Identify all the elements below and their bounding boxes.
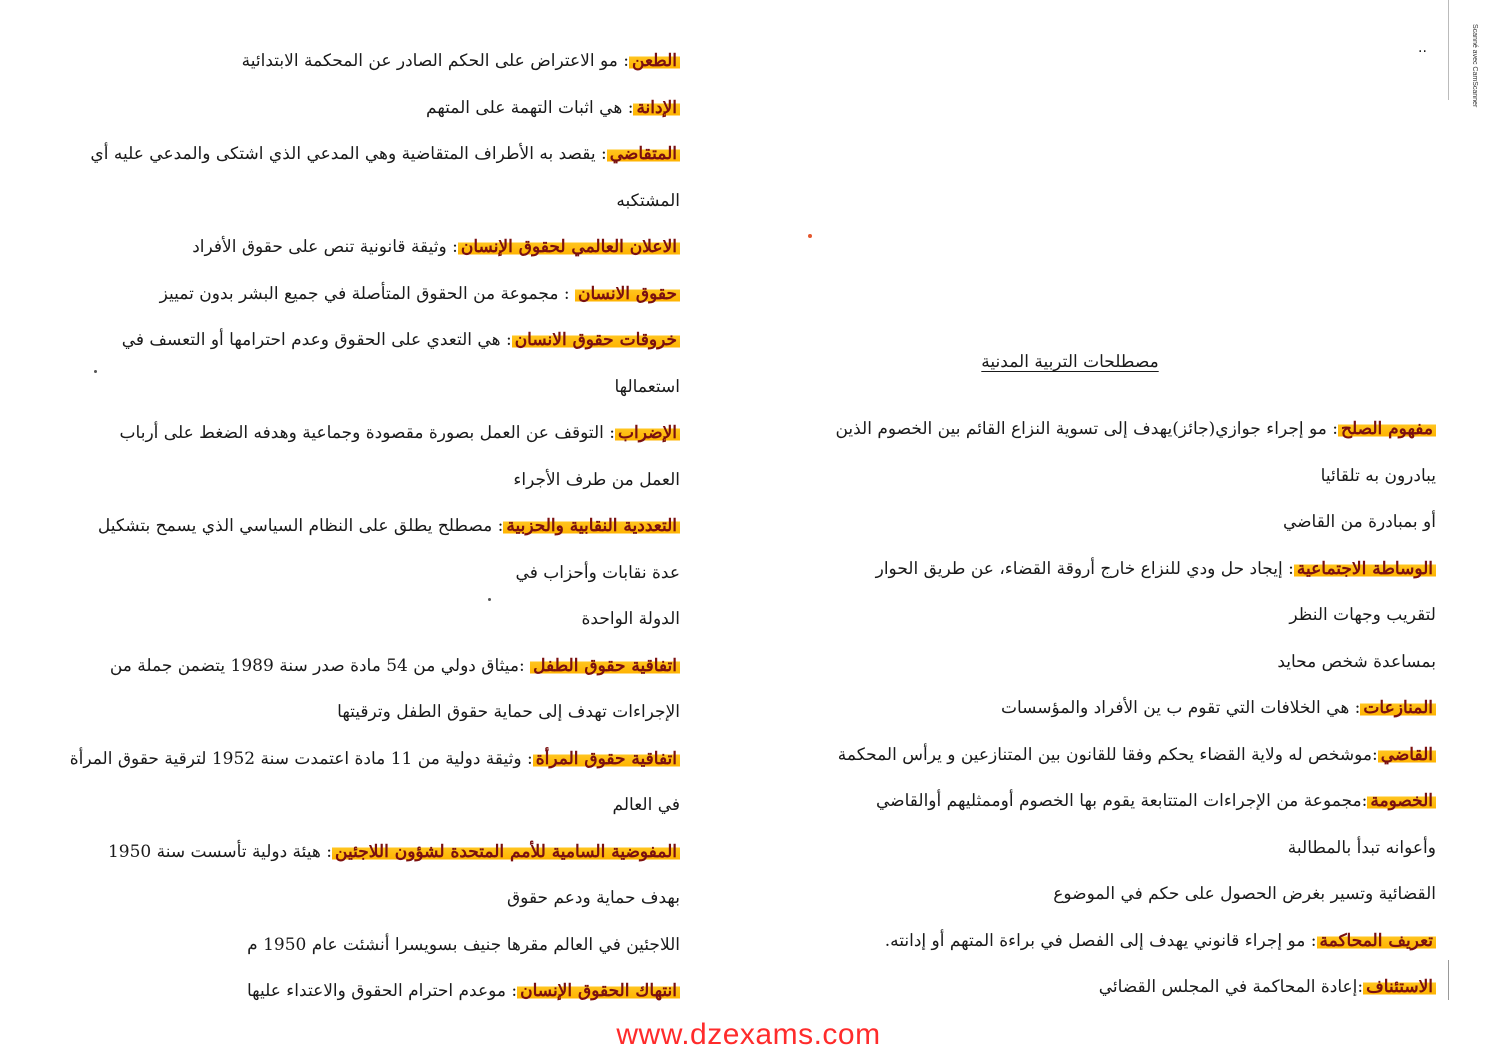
highlighted-term: القاضي <box>1378 745 1436 765</box>
definition-line <box>8 879 680 926</box>
definition-line <box>8 600 680 647</box>
highlighted-term: الخصومة <box>1367 791 1436 811</box>
definition-text: : موعدم احترام الحقوق والاعتداء عليها <box>246 981 518 1001</box>
scanner-label: Scanné avec CamScanner <box>1471 24 1478 108</box>
definition-text: اللاجئين في العالم مقرها جنيف بسويسرا أنشئت عام 1950 م <box>247 934 680 955</box>
definition-text: لتقريب وجهات النظر <box>1289 605 1436 625</box>
highlighted-term: خروقات حقوق الانسان <box>512 330 680 350</box>
definition-line <box>740 596 1436 643</box>
definition-line <box>740 782 1436 829</box>
definition-text: :ميثاق دولي من 54 مادة صدر سنة 1989 يتضمن جملة من <box>109 655 531 676</box>
definition-text: بهدف حماية ودعم حقوق <box>506 888 680 908</box>
definition-text: :مجموعة من الإجراءات المتتابعة يقوم بها الخصوم أوممثليهم أوالقاضي <box>876 791 1368 811</box>
definition-text: الدولة الواحدة <box>581 609 680 629</box>
ink-speck <box>94 370 97 373</box>
highlighted-term: الاستئناف <box>1363 977 1436 997</box>
ink-speck <box>808 234 812 238</box>
definition-text: الإجراءات تهدف إلى حماية حقوق الطفل وترقيتها <box>337 702 680 722</box>
highlighted-term: انتهاك الحقوق الإنسان <box>517 981 680 1001</box>
definition-line <box>740 736 1436 783</box>
highlighted-term: الطعن <box>629 51 680 71</box>
definition-line <box>8 275 680 322</box>
highlighted-term: الإدانة <box>633 98 680 118</box>
definition-text: وأعوانه تبدأ بالمطالبة <box>1287 837 1436 858</box>
definition-line <box>8 972 680 1019</box>
definition-text: في العالم <box>612 795 680 815</box>
highlighted-term: الاعلان العالمي لحقوق الإنسان <box>458 237 680 257</box>
definition-line <box>740 550 1436 597</box>
highlighted-term: حقوق الانسان <box>575 284 680 304</box>
highlighted-term: الإضراب <box>615 423 680 443</box>
header-mark: .. <box>1418 40 1427 56</box>
definition-text: :موشخص له ولاية القضاء يحكم وفقا للقانون بين المتنازعين و يرأس المحكمة <box>837 744 1378 765</box>
definition-text: العمل من طرف الأجراء <box>513 469 680 490</box>
definition-line <box>740 457 1436 504</box>
definition-text: : مصطلح يطلق على النظام السياسي الذي يسمح بتشكيل <box>97 516 504 536</box>
definition-line <box>8 926 680 973</box>
definition-text: : إيجاد حل ودي للنزاع خارج أروقة القضاء، عن طريق الحوار <box>875 558 1294 579</box>
definition-text: : مو الاعتراض على الحكم الصادر عن المحكمة الابتدائية <box>241 51 629 71</box>
definition-text: : هي الخلافات التي تقوم ب ين الأفراد والمؤسسات <box>1000 698 1361 718</box>
definition-text: استعمالها <box>614 376 680 397</box>
definition-text: : مو إجراء جوازي(جائز)يهدف إلى تسوية النزاع القائم بين الخصوم الذين <box>835 419 1338 439</box>
definition-line <box>740 643 1436 690</box>
highlighted-term: المفوضية السامية للأمم المتحدة لشؤون اللاجئين <box>332 842 680 862</box>
definition-line <box>8 89 680 136</box>
definition-text: : هي التعدي على الحقوق وعدم احترامها أو التعسف في <box>121 330 512 350</box>
definition-text: بمساعدة شخص محايد <box>1277 651 1436 672</box>
definition-text: : مجموعة من الحقوق المتأصلة في جميع البشر بدون تمييز <box>159 283 576 304</box>
highlighted-term: المتقاضي <box>607 144 680 164</box>
definition-line <box>8 554 680 601</box>
definition-text: عدة نقابات وأحزاب في <box>515 562 680 583</box>
definition-text: أو بمبادرة من القاضي <box>1282 512 1436 532</box>
highlighted-term: المنازعات <box>1360 698 1436 718</box>
definition-line <box>740 922 1436 969</box>
definition-line <box>740 689 1436 736</box>
definition-line <box>8 321 680 368</box>
definition-line <box>740 410 1436 457</box>
right-column <box>740 410 1436 1015</box>
definition-text: : التوقف عن العمل بصورة مقصودة وجماعية وهدفه الضغط على أرباب <box>119 423 616 443</box>
definition-line <box>8 228 680 275</box>
definition-text: القضائية وتسير بغرض الحصول على حكم في الموضوع <box>1053 884 1436 904</box>
definition-line <box>8 786 680 833</box>
highlighted-term: التعددية النقابية والحزبية <box>503 516 680 536</box>
highlighted-term: تعريف المحاكمة <box>1317 931 1436 951</box>
definition-line <box>8 135 680 182</box>
definition-line <box>740 875 1436 922</box>
page-edge <box>1448 0 1449 100</box>
definition-line <box>8 42 680 89</box>
definition-line <box>8 461 680 508</box>
definition-text: : يقصد به الأطراف المتقاضية وهي المدعي الذي اشتكى والمدعي عليه أي <box>90 144 607 164</box>
definition-text: :إعادة المحاكمة في المجلس القضائي <box>1098 977 1364 997</box>
watermark: www.dzexams.com <box>616 1018 881 1051</box>
definition-line <box>8 833 680 880</box>
definition-text: : وثيقة قانونية تنص على حقوق الأفراد <box>192 237 458 257</box>
definition-line <box>8 368 680 415</box>
definition-line <box>8 647 680 694</box>
left-column <box>8 42 680 1019</box>
definition-text: : هي اثبات التهمة على المتهم <box>426 97 634 118</box>
definition-line <box>740 503 1436 550</box>
highlighted-term: الوساطة الاجتماعية <box>1294 559 1436 579</box>
definition-line <box>8 414 680 461</box>
definition-line <box>8 507 680 554</box>
highlighted-term: اتفاقية حقوق الطفل <box>530 656 680 676</box>
ink-speck <box>488 598 491 601</box>
definition-text: المشتكبه <box>616 190 680 211</box>
definition-line <box>8 693 680 740</box>
definition-text: : هيئة دولية تأسست سنة 1950 <box>107 841 333 862</box>
definition-text: يبادرون به تلقائيا <box>1320 465 1436 486</box>
definition-line <box>740 829 1436 876</box>
highlighted-term: مفهوم الصلح <box>1338 419 1436 439</box>
section-title: مصطلحات التربية المدنية <box>981 352 1159 372</box>
definition-line <box>740 968 1436 1015</box>
page-edge-bottom <box>1448 960 1449 1000</box>
definition-line <box>8 182 680 229</box>
highlighted-term: اتفاقية حقوق المرأة <box>533 749 680 769</box>
definition-text: : وثيقة دولية من 11 مادة اعتمدت سنة 1952 لترقية حقوق المرأة <box>69 748 533 769</box>
definition-line <box>8 740 680 787</box>
definition-text: : مو إجراء قانوني يهدف إلى الفصل في براءة المتهم أو إدانته. <box>884 930 1317 951</box>
